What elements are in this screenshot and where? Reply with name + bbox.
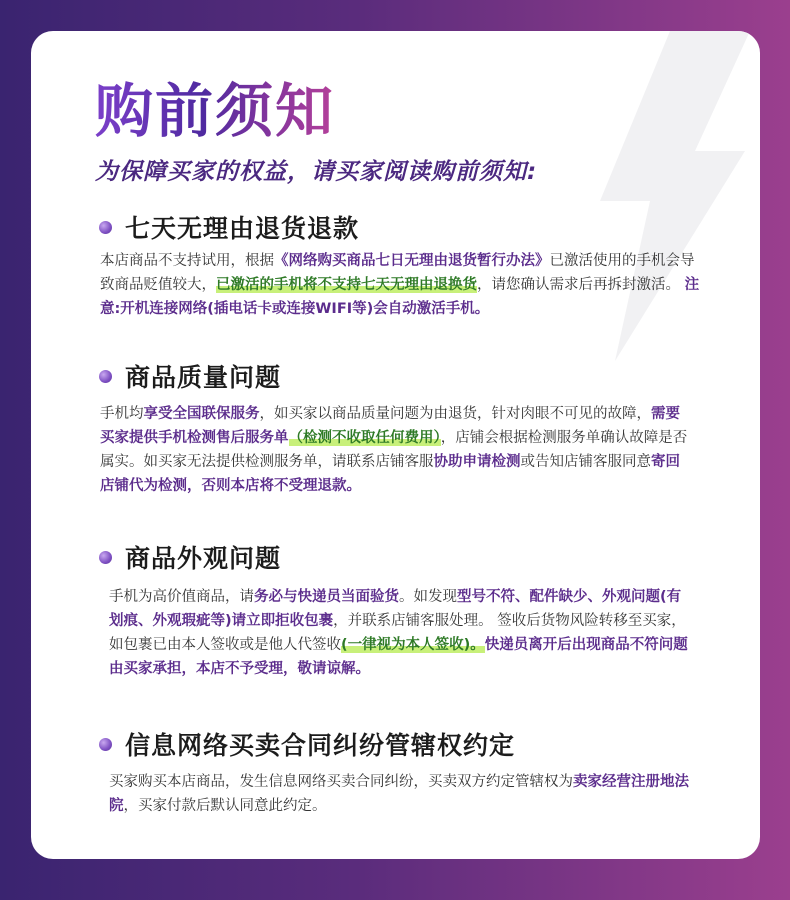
page-subtitle: 为保障买家的权益，请买家阅读购前须知: — [95, 159, 538, 185]
section-title: 信息网络买卖合同纠纷管辖权约定 — [125, 731, 516, 760]
highlight-purple-text: 享受全国联保服务 — [143, 406, 260, 422]
section-title: 商品外观问题 — [125, 544, 282, 573]
section-header — [99, 539, 281, 575]
section-title: 商品质量问题 — [125, 363, 282, 392]
bullet-dot-icon — [99, 221, 112, 234]
section-body — [100, 249, 700, 321]
highlight-purple-text: 需要买家提供手机检测售后服务单 — [100, 406, 680, 446]
body-text: ，并联系店铺客服处理。 签收后货物风险转移至买家， 如包裹已由本人签收或是他人代签收 — [109, 613, 686, 653]
body-text: 或告知店铺客服同意 — [520, 454, 651, 470]
highlight-purple-text: 寄回店铺代为检测，否则本店将不受理退款。 — [100, 454, 680, 494]
section-header — [99, 358, 281, 394]
highlight-purple-text: 快递员离开后出现商品不符问题由买家承担，本店不予受理，敬请谅解。 — [109, 637, 688, 677]
section-body — [100, 402, 692, 498]
section-title: 七天无理由退货退款 — [125, 214, 360, 243]
body-text: 本店商品不支持试用，根据 — [100, 253, 274, 269]
section-body — [109, 770, 689, 818]
body-text: 买家购买本店商品，发生信息网络买卖合同纠纷，买卖双方约定管辖权为 — [109, 774, 573, 790]
body-text: 手机为高价值商品，请 — [109, 589, 254, 605]
bullet-dot-icon — [99, 370, 112, 383]
notice-card — [31, 31, 760, 859]
highlight-purple-text: 协助申请检测 — [433, 454, 521, 470]
highlight-purple-text: 注意:开机连接网络(插电话卡或连接WIFI等)会自动激活手机。 — [100, 277, 700, 317]
highlight-purple-text: 卖家经营注册地法院 — [109, 774, 689, 814]
page-title: 购前须知 — [95, 77, 336, 145]
highlight-green-text: 已激活的手机将不支持七天无理由退换货 — [216, 277, 477, 293]
bullet-dot-icon — [99, 738, 112, 751]
highlight-purple-text: 《网络购买商品七日无理由退货暂行办法》 — [274, 253, 550, 269]
section-header — [99, 209, 359, 245]
body-text: ，买家付款后默认同意此约定。 — [123, 798, 327, 814]
section-body — [109, 585, 691, 681]
body-text: ，请您确认需求后再拆封激活。 — [477, 277, 685, 293]
bullet-dot-icon — [99, 551, 112, 564]
body-text: ，如买家以商品质量问题为由退货，针对肉眼不可见的故障， — [259, 406, 651, 422]
body-text: 手机均 — [100, 406, 144, 422]
body-text: 。如发现 — [399, 589, 457, 605]
highlight-green-text: （检测不收取任何费用） — [288, 430, 441, 446]
highlight-green-text: (一律视为本人签收)。 — [341, 637, 485, 653]
highlight-purple-text: 型号不符、配件缺少、外观问题(有划痕、外观瑕疵等)请立即拒收包裹 — [109, 589, 682, 629]
section-header — [99, 726, 515, 762]
body-text: 已激活使用的手机会导致商品贬值较大， — [100, 253, 695, 293]
body-text: ，店铺会根据检测服务单确认故障是否属实。如买家无法提供检测服务单，请联系店铺客服 — [100, 430, 688, 470]
highlight-purple-text: 务必与快递员当面验货 — [254, 589, 399, 605]
